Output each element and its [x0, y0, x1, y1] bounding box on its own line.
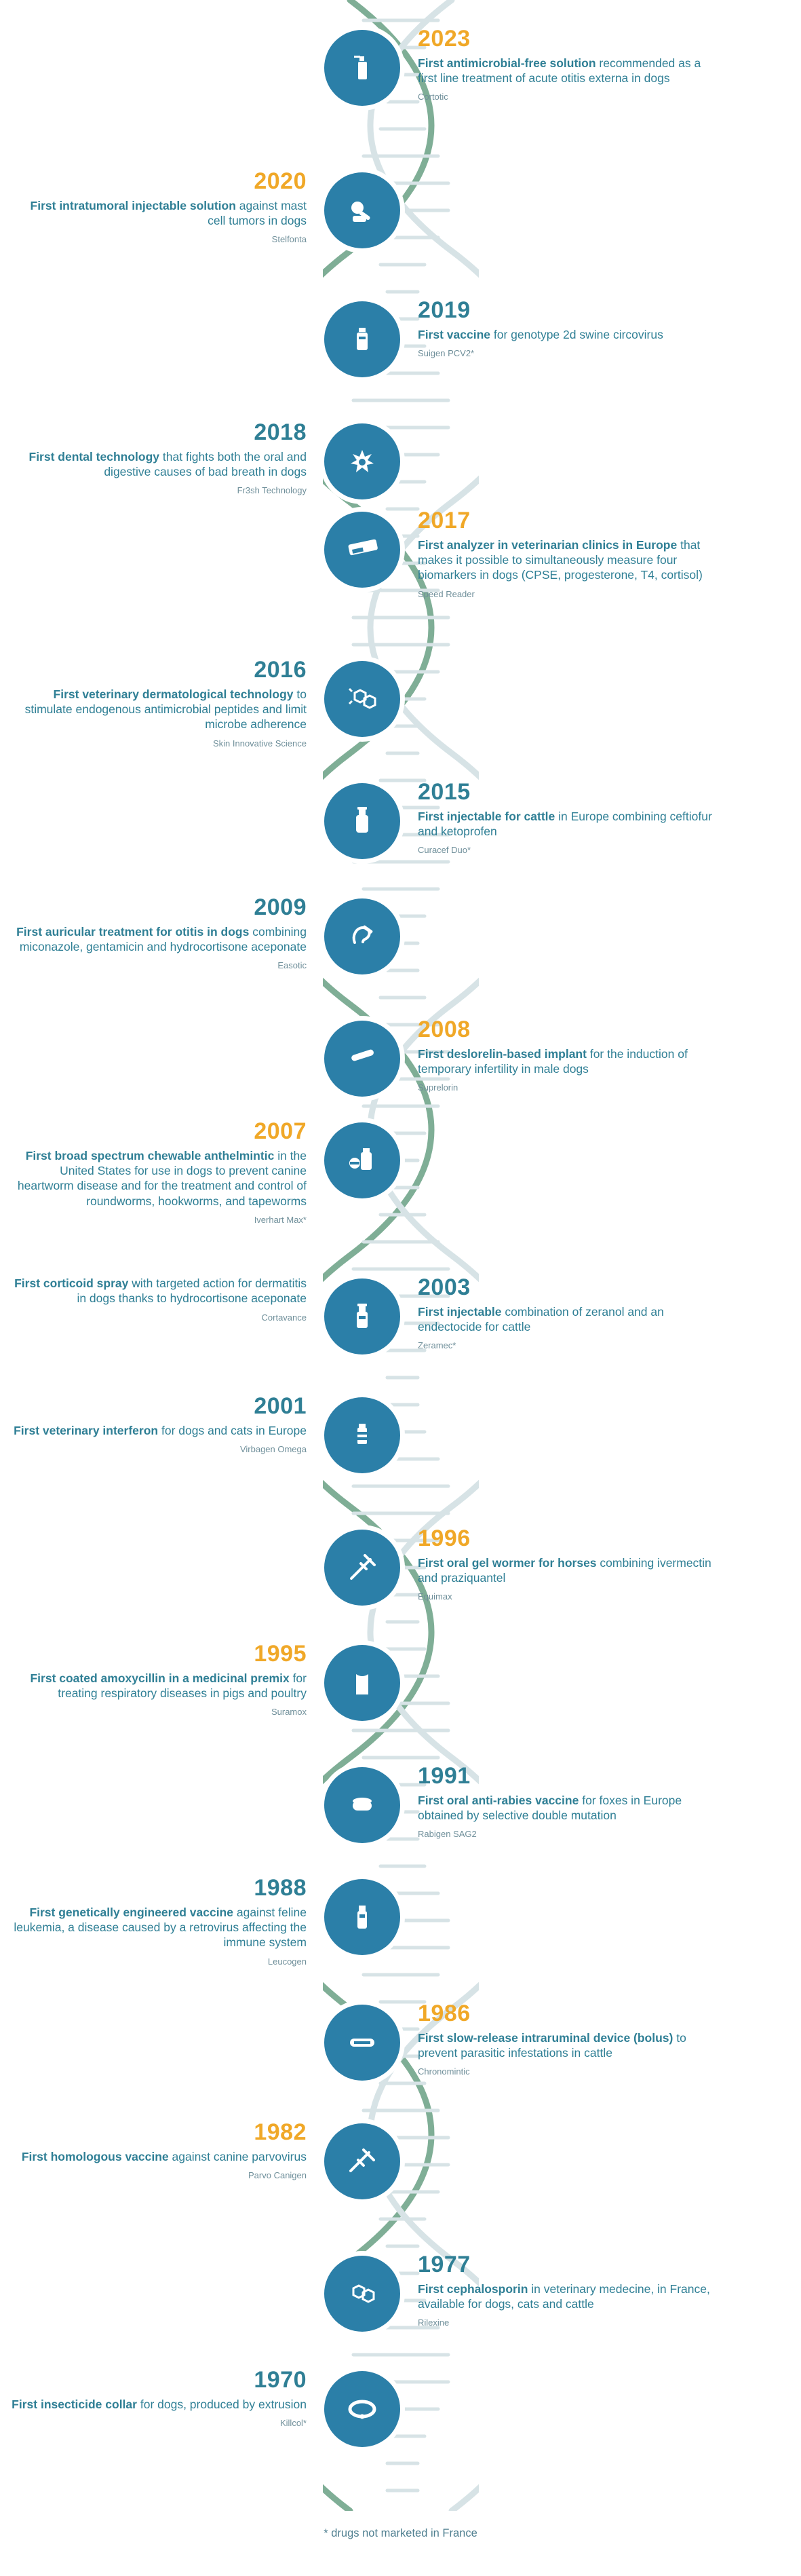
- milestone-product: Killcol*: [279, 2418, 307, 2429]
- milestone-headline-detail: against canine parvovirus: [172, 2149, 307, 2163]
- tooth-sparkle-icon: [345, 444, 379, 478]
- milestone-right-column: [400, 27, 724, 102]
- milestone-headline-bold: First injectable for cattle: [418, 809, 555, 823]
- milestone-headline-detail: combining miconazole, gentamicin and hydrocortisone aceponate: [19, 924, 307, 954]
- tablets-bottle-icon-medal: [324, 1122, 400, 1198]
- milestone-left-column: [0, 1876, 324, 1967]
- milestone-left-column: [0, 170, 324, 244]
- premix-bag-icon-medal: [324, 1645, 400, 1721]
- milestone-headline: [418, 537, 715, 583]
- injectable-bottle-icon: [347, 806, 378, 837]
- milestone-headline: [9, 1148, 307, 1209]
- milestone-headline: [418, 1304, 715, 1335]
- tooth-sparkle-icon-medal: [324, 423, 400, 499]
- milestone-left-column: [0, 2121, 324, 2180]
- milestone-headline-detail: for treating respiratory diseases in pigs and poultry: [58, 1671, 307, 1701]
- milestone-right-column: [400, 1018, 724, 1093]
- milestone-left-column: [0, 658, 324, 749]
- vaccine-vial-icon: [347, 1902, 377, 1932]
- milestone-headline: [418, 56, 715, 86]
- milestone-left-column: [0, 896, 324, 970]
- milestone-headline-bold: First cephalosporin: [418, 2281, 528, 2296]
- milestone-headline-detail: for foxes in Europe obtained by selective double mutation: [418, 1793, 682, 1823]
- capsule-tub-icon-medal: [324, 1767, 400, 1843]
- milestone-headline-bold: First coated amoxycillin in a medicinal premix: [30, 1671, 290, 1685]
- syringe-icon-medal: [324, 1530, 400, 1606]
- milestone-year: 1986: [418, 2001, 471, 2026]
- milestone-headline-bold: First antimicrobial-free solution: [418, 56, 596, 70]
- milestone-entry: [0, 1527, 801, 1606]
- milestone-headline-detail: recommended as a first line treatment of acute otitis externa in dogs: [418, 56, 701, 86]
- analyzer-device-icon: [344, 531, 380, 568]
- milestone-headline-detail: for the induction of temporary infertility in male dogs: [418, 1046, 688, 1076]
- milestone-left-column: [0, 1395, 324, 1454]
- milestone-headline-detail: against mast cell tumors in dogs: [208, 198, 307, 228]
- milestone-entry: [0, 896, 801, 974]
- milestone-year: 2009: [254, 894, 307, 920]
- vaccine-vial-icon-medal: [324, 1879, 400, 1955]
- spray-can-icon: [347, 1301, 378, 1332]
- injection-vial-icon-medal: [324, 172, 400, 248]
- capsule-tub-icon: [346, 1789, 378, 1821]
- milestone-headline-bold: First injectable: [418, 1304, 502, 1319]
- milestone-product: Easotic: [277, 960, 307, 971]
- molecule-ring-icon: [345, 2277, 379, 2311]
- milestone-year: 2008: [418, 1017, 471, 1042]
- milestone-product: Parvo Canigen: [248, 2170, 307, 2181]
- milestone-product: Fr3sh Technology: [237, 485, 307, 496]
- milestone-right-column: [400, 2002, 724, 2077]
- milestone-headline-bold: First vaccine: [418, 327, 490, 341]
- milestone-entry: [0, 421, 801, 499]
- milestone-headline-detail: in the United States for use in dogs to prevent canine heartworm disease and for the treatment and control of roundworms, hookworms, and tapeworms: [17, 1148, 307, 1208]
- milestone-headline-detail: to stimulate endogenous antimicrobial peptides and limit microbe adherence: [24, 687, 307, 732]
- spray-bottle-icon-medal: [324, 30, 400, 106]
- milestone-entry: [0, 2121, 801, 2199]
- milestone-product: Suramox: [271, 1707, 307, 1718]
- milestone-entry: [0, 2368, 801, 2447]
- milestone-product: Chronomintic: [418, 2066, 470, 2077]
- milestone-entry: [0, 509, 801, 599]
- milestone-year: 2007: [254, 1118, 307, 1144]
- milestone-product: Rabigen SAG2: [418, 1829, 477, 1840]
- milestone-headline-bold: First slow-release intraruminal device (bolus): [418, 2030, 673, 2045]
- milestone-year: 2015: [418, 779, 471, 805]
- milestone-left-column: [0, 1642, 324, 1717]
- milestone-headline: [9, 687, 307, 732]
- molecule-icon: [345, 682, 379, 716]
- milestone-year: 1991: [418, 1763, 471, 1789]
- molecule-icon-medal: [324, 661, 400, 737]
- milestone-headline-bold: First analyzer in veterinarian clinics in Europe: [418, 537, 678, 552]
- milestone-headline-detail: against feline leukemia, a disease caused by a retrovirus affecting the immune system: [14, 1905, 307, 1950]
- milestone-headline: [418, 2030, 715, 2061]
- ear-drops-icon: [345, 920, 379, 953]
- milestone-headline: [418, 809, 715, 839]
- milestone-headline-bold: First veterinary interferon: [14, 1423, 159, 1437]
- milestone-headline-bold: First genetically engineered vaccine: [29, 1905, 233, 1919]
- milestone-headline: [9, 1905, 307, 1950]
- milestone-year: 2016: [254, 657, 307, 683]
- milestone-year: 1996: [418, 1526, 471, 1551]
- milestone-year: 2003: [418, 1274, 471, 1300]
- vaccine-bottle-icon-medal: [324, 301, 400, 377]
- milestone-headline: [9, 1671, 307, 1701]
- milestone-right-column: [400, 2253, 724, 2328]
- milestone-headline: [418, 2281, 715, 2312]
- milestone-product: Suigen PCV2*: [418, 348, 475, 359]
- milestone-headline: [418, 1046, 715, 1077]
- milestone-entry: [0, 1642, 801, 1721]
- milestone-headline-detail: with targeted action for dermatitis in dogs thanks to hydrocortisone aceponate: [77, 1276, 307, 1306]
- milestone-product: Cortotic: [418, 92, 448, 102]
- molecule-ring-icon-medal: [324, 2256, 400, 2332]
- premix-bag-icon: [347, 1667, 378, 1699]
- milestone-product: Stelfonta: [271, 234, 307, 245]
- milestone-year: 2023: [418, 26, 471, 52]
- milestone-right-column: [400, 1764, 724, 1839]
- milestone-right-column: [400, 299, 724, 358]
- vaccine-bottle-icon: [347, 324, 377, 354]
- milestone-right-column: [400, 1527, 724, 1602]
- milestone-headline-detail: that makes it possible to simultaneously measure four biomarkers in dogs (CPSE, progesterone, T4, cortisol): [418, 537, 703, 582]
- milestone-product: Curacef Duo*: [418, 845, 471, 856]
- milestone-headline-detail: that fights both the oral and digestive causes of bad breath in dogs: [104, 449, 307, 479]
- milestone-headline-bold: First insecticide collar: [12, 2397, 137, 2411]
- tablets-bottle-icon: [346, 1144, 378, 1177]
- milestone-entry: [0, 299, 801, 377]
- milestone-headline: [9, 2149, 307, 2164]
- milestone-year: 2019: [418, 297, 471, 323]
- analyzer-device-icon-medal: [324, 512, 400, 588]
- milestone-headline-detail: in Europe combining ceftiofur and ketoprofen: [418, 809, 712, 839]
- milestone-headline-detail: for dogs and cats in Europe: [161, 1423, 307, 1437]
- milestone-entry: [0, 658, 801, 749]
- spray-can-icon-medal: [324, 1278, 400, 1355]
- syringe-flat-icon-medal: [324, 2123, 400, 2199]
- milestone-headline-detail: in veterinary medecine, in France, available for dogs, cats and cattle: [418, 2281, 710, 2311]
- milestone-headline: [418, 1793, 715, 1823]
- milestone-headline-bold: First intratumoral injectable solution: [30, 198, 236, 212]
- milestone-product: Iverhart Max*: [254, 1215, 307, 1226]
- syringe-flat-icon: [345, 2144, 380, 2179]
- milestone-entry: [0, 1395, 801, 1473]
- milestone-year: 1995: [254, 1641, 307, 1667]
- milestone-product: Zeramec*: [418, 1340, 456, 1351]
- milestone-headline-detail: to prevent parasitic infestations in cattle: [418, 2030, 686, 2060]
- milestone-headline-bold: First dental technology: [28, 449, 160, 463]
- milestone-entry: [0, 2002, 801, 2081]
- milestone-headline-detail: combination of zeranol and an endectocide for cattle: [418, 1304, 664, 1334]
- milestone-left-column: [0, 421, 324, 495]
- milestone-entry: [0, 1018, 801, 1097]
- milestone-entry: [0, 170, 801, 248]
- bolus-icon: [345, 2025, 380, 2060]
- syringe-icon: [345, 1550, 380, 1585]
- milestone-product: Cortavance: [261, 1312, 307, 1323]
- milestone-right-column: [400, 509, 724, 599]
- milestone-year: 1988: [254, 1875, 307, 1901]
- milestone-entry: [0, 1120, 801, 1225]
- milestone-headline-bold: First corticoid spray: [14, 1276, 129, 1290]
- milestone-entry: [0, 780, 801, 859]
- milestone-left-column: [0, 2368, 324, 2428]
- milestone-entry: [0, 27, 801, 106]
- collar-icon-medal: [324, 2371, 400, 2447]
- milestone-entry: [0, 2253, 801, 2332]
- milestone-headline: [418, 1555, 715, 1586]
- bolus-icon-medal: [324, 2005, 400, 2081]
- milestone-headline-bold: First homologous vaccine: [21, 2149, 169, 2163]
- footnote: * drugs not marketed in France: [324, 2527, 477, 2539]
- syringe-vial-icon: [347, 1420, 378, 1451]
- milestone-headline: [9, 924, 307, 955]
- injection-vial-icon: [346, 194, 378, 227]
- milestone-left-column: [0, 1120, 324, 1225]
- syringe-vial-icon-medal: [324, 1397, 400, 1473]
- milestone-headline: [9, 1423, 307, 1438]
- milestone-year: 2001: [254, 1393, 307, 1419]
- milestone-year: 2020: [254, 168, 307, 194]
- milestone-year: 1977: [418, 2252, 471, 2277]
- milestone-right-column: [400, 780, 724, 855]
- milestone-headline-bold: First broad spectrum chewable anthelmintic: [25, 1148, 275, 1162]
- milestone-entry: [0, 1764, 801, 1843]
- milestone-product: Virbagen Omega: [239, 1444, 307, 1455]
- milestone-headline-detail: for genotype 2d swine circovirus: [493, 327, 663, 341]
- milestone-right-column: [400, 1276, 724, 1350]
- milestone-product: Rilexine: [418, 2317, 450, 2328]
- milestone-year: 1970: [254, 2367, 307, 2393]
- milestone-year: 2018: [254, 419, 307, 445]
- collar-icon: [345, 2391, 380, 2427]
- milestone-product: Equimax: [418, 1591, 452, 1602]
- implant-icon: [345, 1042, 379, 1076]
- milestone-headline: [9, 2397, 307, 2412]
- milestone-entry: [0, 1276, 801, 1355]
- milestone-product: Skin Innovative Science: [212, 738, 307, 749]
- milestone-headline-bold: First oral gel wormer for horses: [418, 1555, 597, 1570]
- milestone-headline: [9, 449, 307, 480]
- milestone-headline-bold: First auricular treatment for otitis in dogs: [16, 924, 250, 939]
- milestone-product: Suprelorin: [418, 1082, 458, 1093]
- milestone-product: Leucogen: [267, 1956, 307, 1967]
- milestone-year: 2017: [418, 508, 471, 533]
- milestone-year: 1982: [254, 2119, 307, 2145]
- milestone-headline-detail: combining ivermectin and praziquantel: [418, 1555, 711, 1585]
- milestone-product: Speed Reader: [418, 588, 475, 599]
- milestone-headline-detail: for dogs, produced by extrusion: [140, 2397, 307, 2411]
- milestone-headline: [418, 327, 715, 342]
- spray-bottle-icon: [347, 52, 378, 83]
- milestone-headline: [9, 198, 307, 229]
- milestone-headline-bold: First deslorelin-based implant: [418, 1046, 587, 1061]
- injectable-bottle-icon-medal: [324, 783, 400, 859]
- milestone-headline-bold: First veterinary dermatological technology: [53, 687, 294, 701]
- milestone-headline-bold: First oral anti-rabies vaccine: [418, 1793, 579, 1807]
- ear-drops-icon-medal: [324, 898, 400, 974]
- milestone-entry: [0, 1876, 801, 1967]
- implant-icon-medal: [324, 1021, 400, 1097]
